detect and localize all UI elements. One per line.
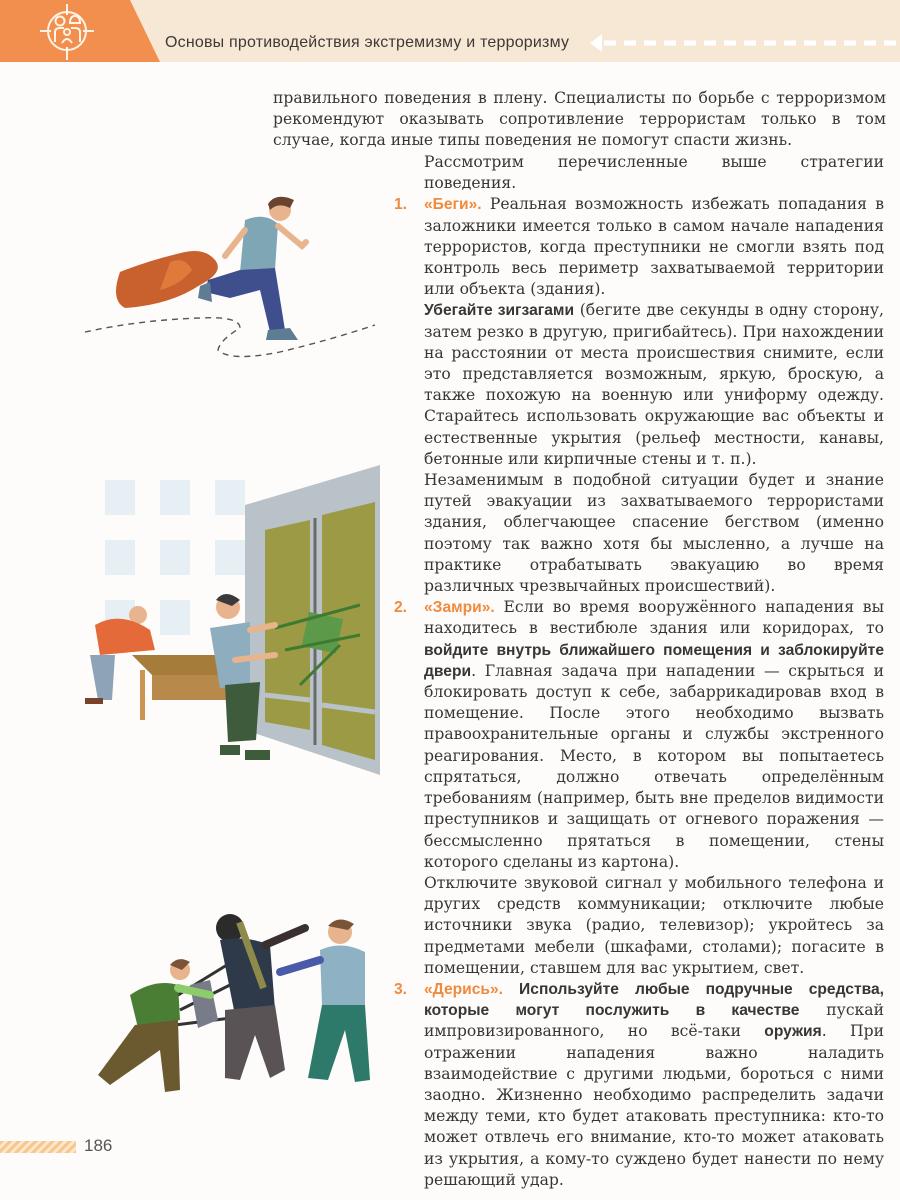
page-header: [0, 0, 900, 62]
target-people-icon: [38, 2, 96, 60]
item-keyword: «Замри».: [424, 599, 495, 617]
strategy-item-run: [394, 194, 884, 597]
barricading-door-illustration: [60, 460, 380, 780]
running-person-illustration: [80, 180, 400, 380]
emphasis-text: Используйте любые подручные средства, которые могут послужить в качестве: [424, 980, 884, 1020]
fighting-attacker-illustration: [70, 900, 390, 1110]
item-text: Реальная возможность избежать попадания в заложники имеется только в самом начале нападения террористов, когда преступники не смогли взять под контроль весь периметр захватываемой территории или объекта (здания).: [424, 195, 884, 299]
footer-stripe: [0, 1141, 76, 1153]
dashed-arrow-icon: [590, 34, 900, 52]
item-text: Незаменимым в подобной ситуации будет и знание путей эвакуации из захватываемого террористами здания, облегчающее спасение бегством (именно поэтому так важно хотя бы мысленно, а лучше на практике отрабатывать эвакуацию во время различных чрезвычайных происшествий).: [424, 471, 884, 596]
item-number: 1.: [394, 196, 408, 214]
strategy-item-freeze: [394, 597, 884, 979]
item-text: Если во время вооружённого нападения вы находитесь в вестибюле здания или коридорах, то: [424, 598, 884, 638]
intro-text: правильного поведения в плену. Специалисты по борьбе с терроризмом рекомендуют оказывать сопротивление террористам только в том случае, когда иные типы поведения не помогут спасти жизнь.: [273, 89, 886, 150]
chapter-title: Основы противодействия экстремизму и терроризму: [165, 34, 570, 51]
emphasis-text: оружия: [764, 1023, 822, 1041]
emphasis-text: Убегайте зигзагами: [424, 302, 575, 320]
item-keyword: «Беги».: [424, 196, 482, 214]
strategy-item-fight: [394, 979, 884, 1191]
item-keyword: «Дерись».: [424, 980, 504, 998]
page-number: 186: [84, 1136, 113, 1155]
item-text: пускай импровизированного, но всё-таки: [424, 1001, 884, 1041]
item-text: Отключите звуковой сигнал у мобильного телефона и других средств коммуникации; отключите любые источники звука (радио, телевизор); укройтесь за предметами мебели (шкафами, столами); погасите в помещении, ставшем для вас укрытием, свет.: [424, 873, 884, 977]
item-number: 2.: [394, 599, 408, 617]
intro-paragraph: [273, 88, 886, 152]
strategies-intro: Рассмотрим перечисленные выше стратегии поведения.: [424, 153, 884, 193]
item-text: (бегите две секунды в одну сторону, затем резко в другую, пригибайтесь). При нахождении на расстоянии от места происшествия снимите, если это представляется возможным, яркую, броскую, а также похожую на военную или униформу одежду. Старайтесь использовать окружающие вас объекты и естественные укрытия (рельеф местности, канавы, бетонные или кирпичные стены и т. п.).: [424, 301, 884, 468]
emphasis-text: войдите внутрь ближайшего помещения и заблокируйте двери: [424, 641, 884, 680]
item-text: . Главная задача при нападении — скрыться и блокировать доступ к себе, забаррикадировав вход в помещение. После этого необходимо вызвать правоохранительные органы и службы экстренного реагирования. Место, в котором вы попытаетесь спрятаться, должно отвечать определённым требованиям (например, быть вне пределов видимости преступников и защищать от огневого поражения — бессмысленно прятаться в помещении, стены которого сделаны из картона).: [424, 661, 884, 871]
item-number: 3.: [394, 980, 408, 998]
item-text: . При отражении нападения важно наладить взаимодействие с другими людьми, бороться с ними заодно. Жизненно необходимо распределить задачи между теми, кто будет атаковать преступника: кто-то может отвлечь его внимание, кто-то может атаковать из укрытия, а кому-то суждено будет нанести по нему решающий удар.: [424, 1022, 884, 1189]
main-column: [394, 152, 884, 1191]
